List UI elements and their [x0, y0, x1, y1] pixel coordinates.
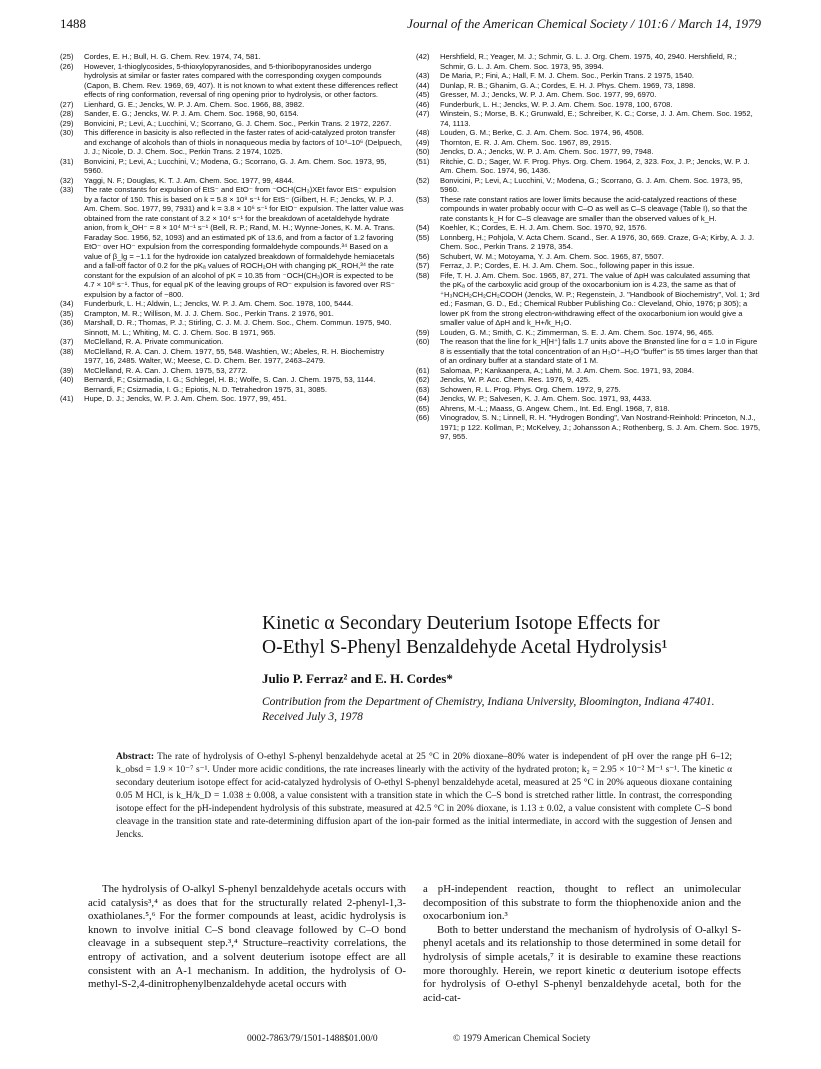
reference-text: These rate constant ratios are lower limits because the acid-catalyzed reactions of these compounds in water probably occur with C–O as well as C–S cleavage (Table I), so that the rate constants k_H for C–S cleavage are smaller than the observed values of k_H. [440, 194, 748, 223]
reference-text: Yaggi, N. F.; Douglas, K. T. J. Am. Chem. Soc. 1977, 99, 4844. [84, 175, 294, 185]
reference-text: Lonnberg, H.; Pohjola, V. Acta Chem. Scand., Ser. A 1976, 30, 669. Craze, G-A; Kirby, A. J. J. Chem. Soc., Perkin Trans. 2 1978, 354. [440, 232, 755, 251]
reference-item [60, 337, 405, 347]
reference-item [416, 413, 761, 442]
reference-text: Thornton, E. R. J. Am. Chem. Soc. 1967, 89, 2915. [440, 137, 612, 147]
reference-number: (54) [416, 223, 430, 232]
abstract-label: Abstract: [116, 752, 155, 762]
reference-text: Cordes, E. H.; Bull, H. G. Chem. Rev. 1974, 74, 581. [84, 52, 261, 61]
body-left-column [88, 883, 406, 992]
reference-text: Marshall, D. R.; Thomas, P. J.; Stirling, C. J. M. J. Chem. Soc., Chem. Commun. 1975, 940. Sinnott, M. L.; Whiting, M. C. J. Chem. Soc. B 1971, 965. [84, 318, 392, 337]
references-left-column [60, 52, 405, 404]
reference-item [416, 233, 761, 252]
reference-number: (56) [416, 251, 430, 261]
reference-number: (60) [416, 337, 430, 346]
journal-citation: Journal of the American Chemical Society / 101:6 / March 14, 1979 [407, 16, 761, 31]
body-paragraph: The hydrolysis of O-alkyl S-phenyl benzaldehyde acetals occurs with acid catalysis³,⁴ as does that for the structurally related 2-phenyl-1,3-oxathiolanes.⁵,⁶ For the former compounds at least, acidic hydrolysis is known to involve initial C–S bond cleavage followed by C–O bond cleavage in a subsequent step.³,⁴ Structure–reactivity correlations, the entropy of activation, and a solvent deuterium isotope effect are all consistent with an A-1 mechanism. In addition, the hydrolysis of O-methyl-S-2,4-dinitrophenylbenzaldehyde acetal occurs with [88, 883, 406, 991]
reference-item [416, 223, 761, 233]
reference-item [60, 299, 405, 309]
reference-number: (51) [416, 156, 430, 166]
reference-item [416, 157, 761, 176]
reference-text: The reason that the line for k_H[H⁺] falls 1.7 units above the Brønsted line for α = 1.0 in Figure 8 is essentially that the total concentration of an H₃O⁺–H₂O "buffer" is 55 times larger than that of an ordinary buffer at a standard state of 1 M. [440, 337, 758, 365]
reference-item [416, 100, 761, 110]
reference-number: (64) [416, 394, 430, 403]
reference-text: Winstein, S.; Morse, B. K.; Grunwald, E.; Schreiber, K. C.; Corse, J. J. Am. Chem. Soc. 1952, 74, 1113. [440, 109, 753, 128]
reference-item [416, 81, 761, 91]
reference-number: (46) [416, 99, 430, 109]
reference-item [60, 366, 405, 376]
reference-item [416, 128, 761, 138]
reference-item [60, 100, 405, 110]
reference-number: (34) [60, 299, 74, 308]
reference-text: McClelland, R. A. Private communication. [84, 337, 224, 346]
body-right-column [423, 883, 741, 1005]
reference-number: (48) [416, 128, 430, 137]
reference-number: (39) [60, 365, 74, 375]
reference-number: (53) [416, 194, 430, 204]
reference-text: Ritchie, C. D.; Sager, W. F. Prog. Phys. Org. Chem. 1964, 2, 323. Fox, J. P.; Jencks, W. P. J. Am. Chem. Soc. 1974, 96, 1436. [440, 156, 750, 175]
reference-number: (27) [60, 99, 74, 109]
reference-text: Hershfield, R.; Yeager, M. J.; Schmir, G. L. J. Org. Chem. 1975, 40, 2940. Hershfield, R.; Schmir, G. L. J. Am. Chem. Soc. 1973, 95, 3994. [440, 52, 737, 71]
reference-item [60, 309, 405, 319]
reference-text: Koehler, K.; Cordes, E. H. J. Am. Chem. Soc. 1970, 92, 1576. [440, 223, 647, 232]
reference-text: Jencks, W. P.; Salvesen, K. J. Am. Chem. Soc. 1971, 93, 4433. [440, 394, 652, 403]
reference-text: Funderburk, L. H.; Aldwin, L.; Jencks, W. P. J. Am. Chem. Soc. 1978, 100, 5444. [84, 299, 354, 308]
reference-number: (47) [416, 109, 430, 118]
reference-item [416, 328, 761, 338]
reference-item [416, 385, 761, 395]
reference-item [60, 109, 405, 119]
reference-item [416, 195, 761, 224]
reference-item [60, 347, 405, 366]
reference-item [60, 176, 405, 186]
reference-text: Dunlap, R. B.; Ghanim, G. A.; Cordes, E. H. J. Phys. Chem. 1969, 73, 1898. [440, 80, 696, 90]
reference-item [416, 52, 761, 71]
reference-item [416, 271, 761, 328]
reference-item [416, 252, 761, 262]
reference-text: Schubert, W. M.; Motoyama, Y. J. Am. Chem. Soc. 1965, 87, 5507. [440, 251, 664, 261]
reference-number: (65) [416, 403, 430, 413]
reference-text: Sander, E. G.; Jencks, W. P. J. Am. Chem. Soc. 1968, 90, 6154. [84, 109, 299, 118]
reference-item [416, 337, 761, 366]
reference-number: (35) [60, 308, 74, 318]
reference-text: Fife, T. H. J. Am. Chem. Soc. 1965, 87, 271. The value of ΔpH was calculated assuming that the pKₐ of the carboxylic acid group of the oxocarbonium ion is 4.23, the same as that of ⁺H₃NCH₂CH₂CH₂COOH (Jencks, W. P.; Regenstein, J. "Handbook of Biochemistry", Vol. 1; 3rd ed.; Fasman, G. D., Ed.; Chemical Rubber Publishing Co.: Cleveland, Ohio, 1976; p 305); a lower pK from the strong electron-withdrawing effect of the oxocarbonium ion would give a smaller value of ΔpH and k_H+/k_H₂O. [440, 270, 760, 327]
reference-text: Lienhard, G. E.; Jencks, W. P. J. Am. Chem. Soc. 1966, 88, 3982. [84, 99, 305, 109]
reference-text: Bonvicini, P.; Levi, A.; Lucchini, V.; Modena, G.; Scorrano, G. J. Am. Chem. Soc. 1973, 95, 5960. [84, 156, 387, 175]
reference-number: (58) [416, 270, 430, 280]
reference-text: However, 1-thioglycosides, 5-thioxylopyranosides, and 5-thioribopyranosides undergo hydrolysis at similar or faster rates compared with the corresponding oxygen compounds (Capon, B. Chem. Rev. 1969, 69, 407). It is not known to what extent these differences reflect effects of ring conformation, reversal of ring opening prior to hydrolysis, or other factors. [84, 61, 398, 99]
reference-number: (36) [60, 318, 74, 327]
title-line-2: O-Ethyl S-Phenyl Benzaldehyde Acetal Hydrolysis¹ [262, 637, 668, 658]
article-title [262, 612, 762, 660]
reference-number: (30) [60, 128, 74, 137]
reference-item [60, 185, 405, 299]
reference-text: De Maria, P.; Fini, A.; Hall, F. M. J. Chem. Soc., Perkin Trans. 2 1975, 1540. [440, 71, 694, 80]
reference-item [60, 62, 405, 100]
body-paragraph: a pH-independent reaction, thought to reflect an unimolecular decomposition of this substrate to form the thiophenoxide anion and the oxocarbonium ion.³ [423, 883, 741, 923]
reference-item [416, 394, 761, 404]
reference-item [60, 375, 405, 394]
reference-number: (66) [416, 413, 430, 422]
reference-number: (63) [416, 384, 430, 394]
reference-number: (31) [60, 156, 74, 166]
reference-item [60, 157, 405, 176]
copyright-notice: © 1979 American Chemical Society [453, 1034, 591, 1044]
reference-text: Salomaa, P.; Kankaanpera, A.; Lahti, M. J. Am. Chem. Soc. 1971, 93, 2084. [440, 365, 694, 375]
reference-text: Crampton, M. R.; Willison, M. J. J. Chem. Soc., Perkin Trans. 2 1976, 901. [84, 308, 334, 318]
abstract [116, 751, 732, 842]
reference-number: (44) [416, 80, 430, 90]
reference-number: (43) [416, 71, 430, 80]
page-number: 1488 [60, 16, 86, 31]
reference-number: (59) [416, 327, 430, 337]
reference-text: The rate constants for expulsion of EtS⁻ and EtO⁻ from ⁻OCH(CH₃)XEt favor EtS⁻ expulsion by a factor of 150. This is based on k = 5.8 × 10⁸ s⁻¹ for EtS⁻ (Gilbert, H. F.; Jencks, W. P. J. Am. Chem. Soc. 1977, 99, 7931) and k = 3.8 × 10⁶ s⁻¹ for EtO⁻ expulsion. The latter value was obtained from the rate constant of 3.2 × 10⁴ s⁻¹ for the breakdown of acetaldehyde hydrate anion, from k_OH⁻ = 8 × 10⁴ M⁻¹ s⁻¹ (Bell, R. P.; Rand, M. H.; Wynne-Jones, K. M. A. Trans. Faraday Soc. 1956, 52, 1093) and an estimated pK of 13.6, and from a factor of 1.2 favoring EtO⁻ over HO⁻ expulsion from the corresponding formaldehyde compounds.³⁴ Based on a value of β_lg = −1.1 for the hydroxide ion catalyzed breakdown of formaldehyde hemiacetals and a fall-off factor of 0.2 for the pKₐ values of ROCH₂OH with changing pK_ROH,³⁴ the rate constant for the expulsion of an alcohol of pK = 10.35 from ⁻OCH(CH₃)OR is expected to be 4.7 × 10⁸ s⁻¹. Thus, for equal pK of the leaving groups of RO⁻ expulsion is favored over RS⁻ expulsion by a factor of ~800. [84, 185, 404, 299]
reference-item [416, 138, 761, 148]
reference-number: (28) [60, 109, 74, 118]
reference-number: (33) [60, 185, 74, 194]
reference-number: (57) [416, 261, 430, 270]
reference-number: (32) [60, 175, 74, 185]
reference-text: Gresser, M. J.; Jencks, W. P. J. Am. Chem. Soc. 1977, 99, 6970. [440, 90, 657, 99]
reference-text: Vinogradov, S. N.; Linnell, R. H. "Hydrogen Bonding", Van Nostrand-Reinhold: Princeton, N.J., 1971; p 122. Kollman, P.; McKelvey, J.; Johansson A.; Rothenberg, S. J. Am. Chem. Soc. 1975, 97, 955. [440, 413, 761, 441]
reference-text: McClelland, R. A. Can. J. Chem. 1977, 55, 548. Washtien, W.; Abeles, R. H. Biochemistry 1977, 16, 2485. Walter, W.; Meese, C. D. Chem. Ber. 1977, 2463–2479. [84, 346, 385, 365]
reference-item [416, 109, 761, 128]
article-code: 0002-7863/79/1501-1488$01.00/0 [247, 1034, 378, 1044]
reference-item [60, 318, 405, 337]
reference-number: (45) [416, 90, 430, 99]
reference-number: (41) [60, 394, 74, 403]
reference-text: Bonvicini, P.; Levi, A.; Lucchini, V.; Scorrano, G. J. Chem. Soc., Perkin Trans. 2 1972, 2267. [84, 118, 392, 128]
abstract-text: The rate of hydrolysis of O-ethyl S-phenyl benzaldehyde acetal at 25 °C in 20% dioxane–80% water is independent of pH over the range pH 6–12; k_obsd = 1.9 × 10⁻⁷ s⁻¹. Under more acidic conditions, the rate increases linearly with the activity of the hydrated proton; k₂ = 2.95 × 10⁻² M⁻¹ s⁻¹. The kinetic α secondary deuterium isotope effect for acid-catalyzed hydrolysis of O-ethyl S-phenyl benzaldehyde acetal, measured at 25 °C in 20% aqueous dioxane containing 0.05 M HCl, is k_H/k_D = 1.038 ± 0.008, a value consistent with a transition state in which the C–S bond is stretched rather little. In contrast, the corresponding isotope effect for the pH-independent hydrolysis of this substrate, measured at 42.5 °C in 20% dioxane, is 1.13 ± 0.02, a value consistent with complete C–S bond cleavage in the transition state and rate-determining diffusion apart of the ion-pair formed as the initial intermediate, in accord with the suggestion of Jensen and Jencks. [116, 752, 732, 840]
reference-text: Schowen, R. L. Prog. Phys. Org. Chem. 1972, 9, 275. [440, 384, 621, 394]
title-line-1: Kinetic α Secondary Deuterium Isotope Effects for [262, 613, 660, 634]
reference-item [60, 128, 405, 157]
running-header [60, 16, 761, 34]
reference-item [60, 52, 405, 62]
reference-number: (26) [60, 61, 74, 71]
reference-number: (37) [60, 337, 74, 346]
reference-item [60, 394, 405, 404]
reference-text: This difference in basicity is also reflected in the faster rates of acid-catalyzed proton transfer and exchange of alcohols than of thiols in nonaqueous media by factors of 10⁴–10⁶ (Delpuech, J. J.; Nicole, D. J. Chem. Soc., Perkin Trans. 2 1974, 1025. [84, 128, 402, 156]
reference-number: (38) [60, 346, 74, 356]
article-authors: Julio P. Ferraz² and E. H. Cordes* [262, 671, 453, 686]
reference-item [416, 375, 761, 385]
reference-item [60, 119, 405, 129]
references-right-column [416, 52, 761, 442]
reference-number: (49) [416, 137, 430, 147]
reference-text: Jencks, W. P. Acc. Chem. Res. 1976, 9, 425. [440, 375, 591, 384]
reference-text: Bonvicini, P.; Levi, A.; Lucchini, V.; Modena, G.; Scorrano, G. J. Am. Chem. Soc. 1973, 95, 5960. [440, 175, 743, 194]
reference-text: Hupe, D. J.; Jencks, W. P. J. Am. Chem. Soc. 1977, 99, 451. [84, 394, 287, 403]
reference-number: (25) [60, 52, 74, 61]
reference-item [416, 366, 761, 376]
reference-text: Louden, G. M.; Berke, C. J. Am. Chem. Soc. 1974, 96, 4508. [440, 128, 644, 137]
reference-number: (29) [60, 118, 74, 128]
reference-number: (61) [416, 365, 430, 375]
reference-item [416, 176, 761, 195]
reference-text: Bernardi, F.; Csizmadia, I. G.; Schlegel, H. B.; Wolfe, S. Can. J. Chem. 1975, 53, 1144. Bernardi, F.; Csizmadia, I. G.; Epiotis, N. D. Tetrahedron 1975, 31, 3085. [84, 375, 376, 394]
reference-number: (55) [416, 232, 430, 242]
reference-item [416, 404, 761, 414]
reference-number: (42) [416, 52, 430, 61]
body-paragraph: Both to better understand the mechanism of hydrolysis of O-alkyl S-phenyl acetals and its relationship to those determined in some detail for hydrolysis of simple acetals,⁷ it is desirable to examine these reactions more thoroughly. Herein, we report kinetic α deuterium isotope effects for hydrolysis of O-ethyl S-phenyl benzaldehyde acetal, both for the acid-cat- [423, 923, 741, 1004]
reference-text: Ferraz, J. P.; Cordes, E. H. J. Am. Chem. Soc., following paper in this issue. [440, 261, 695, 270]
reference-item [416, 261, 761, 271]
article-affiliation: Contribution from the Department of Chemistry, Indiana University, Bloomington, Indiana 47401. Received July 3, 1978 [262, 696, 715, 723]
reference-number: (40) [60, 375, 74, 384]
reference-item [416, 71, 761, 81]
reference-text: Louden, G. M.; Smith, C. K.; Zimmerman, S. E. J. Am. Chem. Soc. 1974, 96, 465. [440, 327, 714, 337]
reference-text: Ahrens, M.-L.; Maass, G. Angew. Chem., Int. Ed. Engl. 1968, 7, 818. [440, 403, 670, 413]
reference-number: (52) [416, 175, 430, 185]
reference-item [416, 90, 761, 100]
reference-text: Funderburk, L. H.; Jencks, W. P. J. Am. Chem. Soc. 1978, 100, 6708. [440, 99, 673, 109]
reference-number: (62) [416, 375, 430, 384]
reference-item [416, 147, 761, 157]
reference-text: McClelland, R. A. Can. J. Chem. 1975, 53, 2772. [84, 365, 248, 375]
reference-number: (50) [416, 147, 430, 156]
reference-text: Jencks, D. A.; Jencks, W. P. J. Am. Chem. Soc. 1977, 99, 7948. [440, 147, 654, 156]
